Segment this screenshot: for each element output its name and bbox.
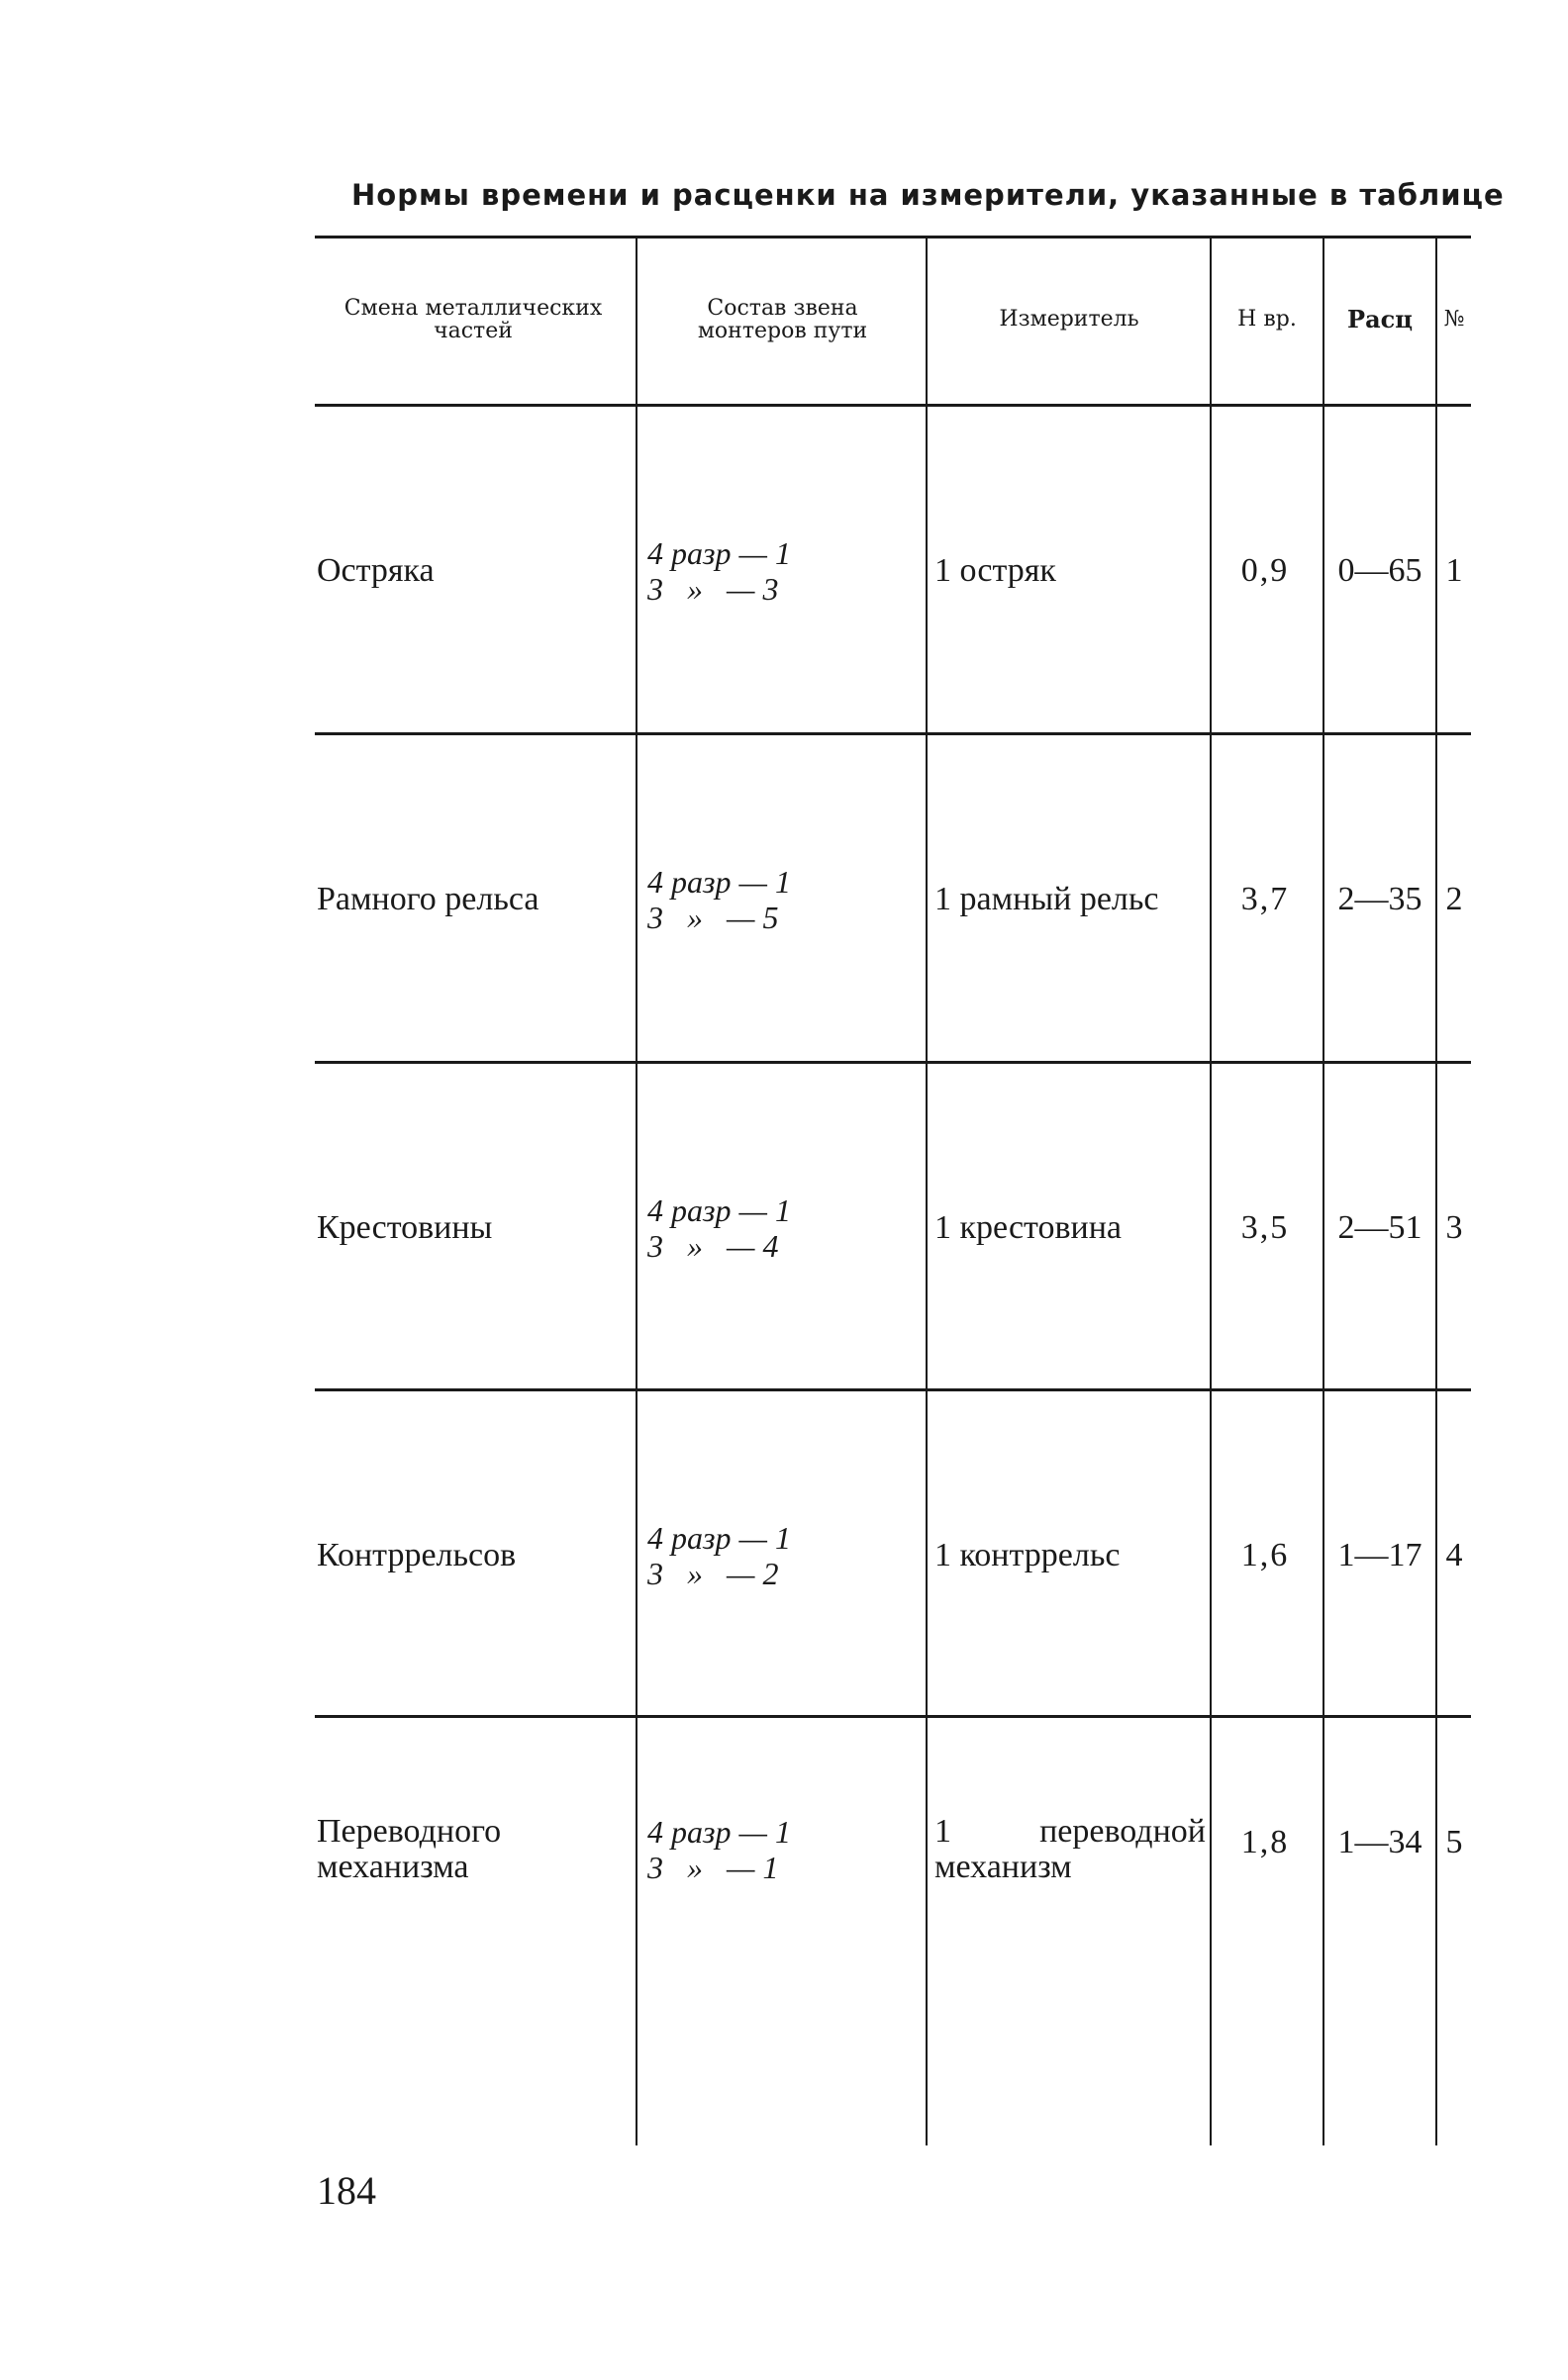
norm-cell: 1,6 [1240,1536,1290,1573]
norm-cell: 3,5 [1240,1208,1290,1246]
rate-cell: 2—51 [1337,1208,1422,1246]
number-cell: 1 [1445,551,1463,589]
page-number: 184 [317,2168,376,2213]
crew-cell: 4 разр — 1 3 » — 3 [647,534,791,607]
page-title: Нормы времени и расценки на измерители, указанные в таблице [351,178,1505,212]
header-measure: Измеритель [999,307,1139,333]
crew-cell: 4 разр — 1 3 » — 1 [647,1814,791,1885]
norm-cell: 0,9 [1240,551,1290,589]
rate-cell: 1—17 [1337,1536,1422,1573]
header-crew: Состав звена монтеров пути [697,295,868,343]
number-cell: 3 [1445,1208,1463,1246]
measure-cell: 1 остряк [934,551,1056,589]
crew-cell: 4 разр — 1 3 » — 5 [647,863,791,935]
rate-cell: 1—34 [1337,1824,1422,1860]
header-rate: Расц [1347,305,1413,334]
number-cell: 4 [1445,1536,1463,1573]
crew-cell: 4 разр — 1 3 » — 4 [647,1191,791,1264]
part-cell: Остряка [317,551,435,589]
measure-cell: 1 крестовина [934,1208,1122,1246]
header-part: Смена металлических частей [343,295,603,343]
table-row [315,1717,1471,2145]
norm-cell: 1,8 [1240,1824,1290,1860]
table-row [315,734,1471,1064]
table-row [315,406,1471,735]
part-cell: Крестовины [317,1208,493,1246]
norm-cell: 3,7 [1240,880,1290,917]
part-cell: Рамного рельса [317,880,539,917]
header-norm: Н вр. [1237,307,1297,333]
table-row [315,1390,1471,1720]
measure-cell: 1 контррельс [934,1536,1121,1573]
crew-cell: 4 разр — 1 3 » — 2 [647,1519,791,1591]
rate-cell: 0—65 [1337,551,1422,589]
part-cell: Переводного механизма [317,1813,502,1885]
number-cell: 2 [1445,880,1463,917]
part-cell: Контррельсов [317,1536,517,1573]
rate-cell: 2—35 [1337,880,1422,917]
measure-cell: 1 рамный рельс [934,880,1159,917]
number-cell: 5 [1445,1824,1463,1860]
measure-cell: 1 переводной механизм [934,1813,1206,1885]
norms-table [315,236,1471,2145]
header-number: № [1443,307,1465,333]
table-row [315,1063,1471,1392]
